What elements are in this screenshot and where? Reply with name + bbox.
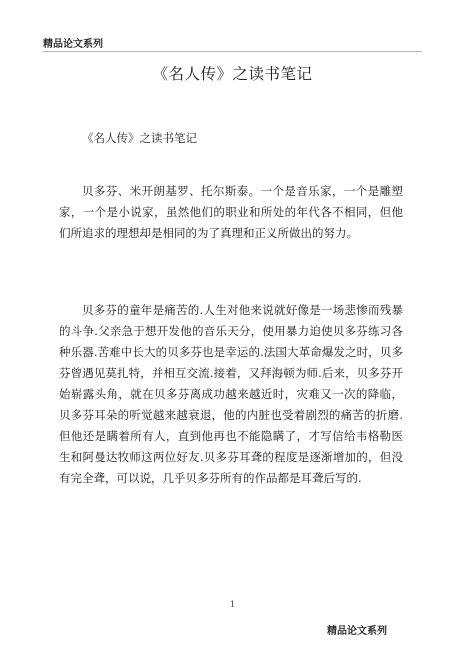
subtitle-text: 《名人传》之读书笔记 — [82, 131, 197, 145]
document-title: 《名人传》之读书笔记 — [152, 65, 313, 83]
paragraph-text: 贝多芬的童年是痛苦的.人生对他来说就好像是一场悲惨而残暴的斗争.父亲急于想开发他的音乐天分，使用暴力迫使贝多芬练习各种乐器.苦难中长大的贝多芬也是幸运的.法国大革命爆发之时，贝多芬曾遇见莫扎特，并相互交流.接着，又拜海顿为师.后来，贝多芬开始崭露头角，就在贝多芬离成功越来越近时，灾难又一次的降临，贝多芬耳朵的听觉越来越衰退，他的内脏也受着剧烈的痛苦的折磨.但他还是瞒着所有人，直到他再也不能隐瞒了，才写信给韦格勒医生和阿曼达牧师这两位好友.贝多芬耳聋的程度是逐渐增加的，但没有完全聋，可以说，几乎贝多芬所有的作品都是耳聋后写的. — [59, 303, 403, 485]
paragraph-2 — [59, 300, 403, 489]
page-number: 1 — [229, 600, 236, 609]
footer-series-label: 精品论文系列 — [327, 626, 387, 637]
document-subtitle — [59, 128, 403, 149]
header-divider — [43, 51, 422, 52]
paragraph-text: 贝多芬、米开朗基罗、托尔斯泰。一个是音乐家，一个是雕塑家，一个是小说家，虽然他们的职业和所处的年代各不相同，但他们所追求的理想却是相同的为了真理和正义所做出的努力。 — [59, 184, 403, 240]
header-series-label: 精品论文系列 — [43, 39, 103, 50]
paragraph-1 — [59, 181, 403, 244]
